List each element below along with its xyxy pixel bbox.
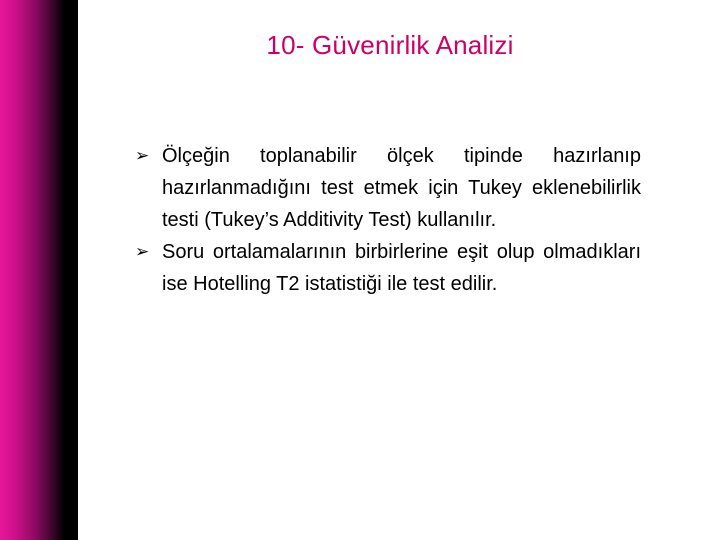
bullet-item-1 [135, 140, 641, 236]
bullet-text-1: Ölçeğin toplanabilir ölçek tipinde hazırlanıp hazırlanmadığını test etmek için Tukey eklenebilirlik testi (Tukey’s Additivity Test) kullanılır. [162, 145, 641, 231]
bullet-list [135, 140, 641, 300]
arrow-bullet-icon: ➢ [135, 242, 150, 262]
arrow-bullet-icon: ➢ [135, 146, 150, 166]
bullet-text-2: Soru ortalamalarının birbirlerine eşit olup olmadıkları ise Hotelling T2 istatistiği ile test edilir. [162, 241, 641, 295]
decorative-side-bar [0, 0, 78, 540]
bullet-item-2 [135, 236, 641, 300]
slide-title: 10- Güvenirlik Analizi [266, 30, 514, 60]
